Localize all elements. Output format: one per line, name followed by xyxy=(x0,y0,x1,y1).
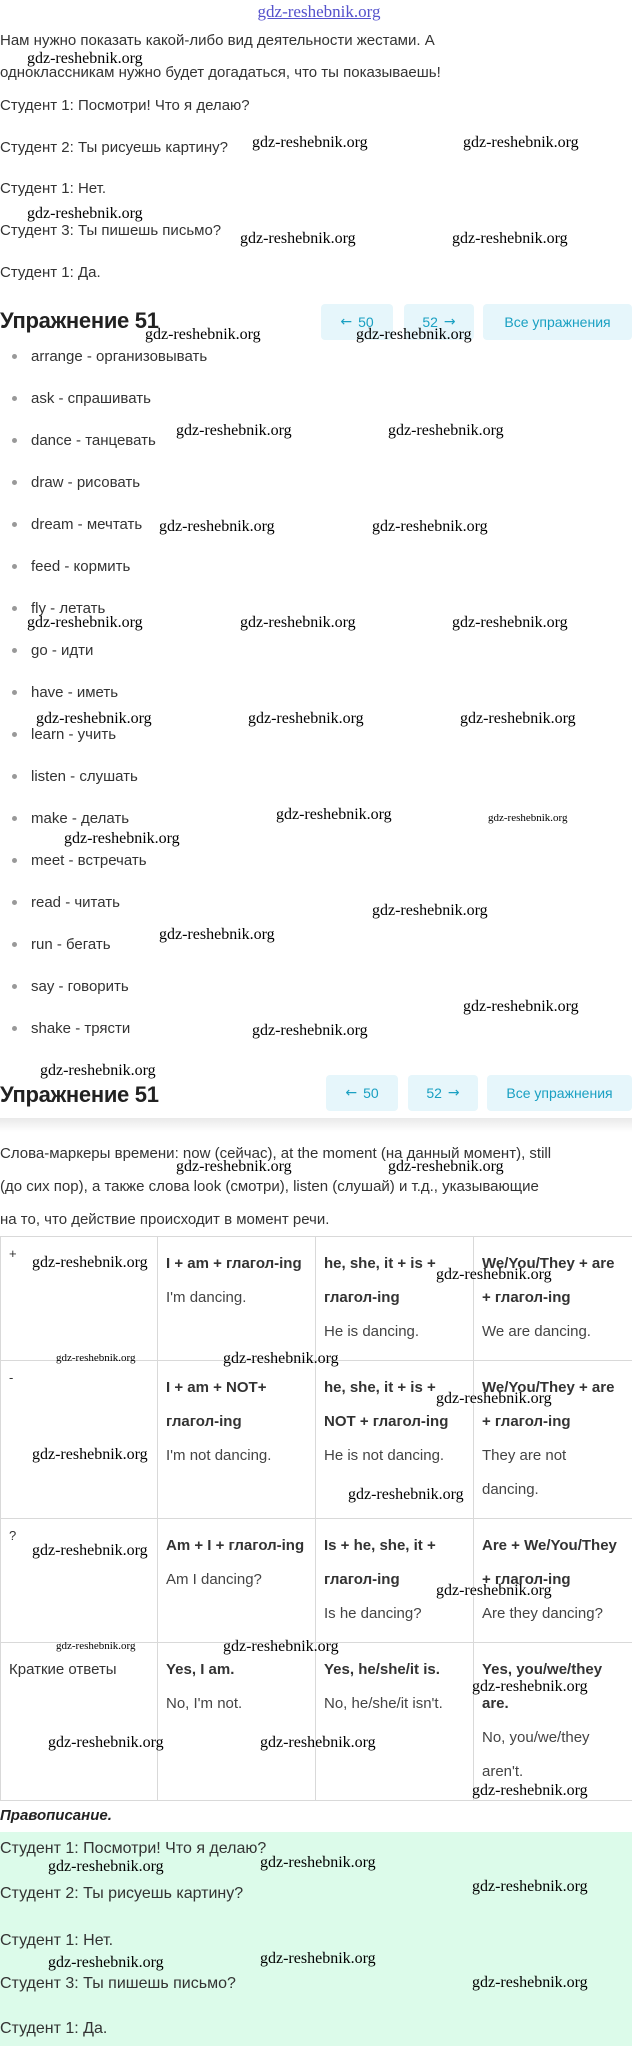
next-exercise-label: 52 xyxy=(426,1085,442,1101)
grammar-table xyxy=(0,1236,632,1801)
watermark: gdz-reshebnik.org xyxy=(223,1638,339,1655)
example: I'm dancing. xyxy=(166,1289,247,1306)
watermark: gdz-reshebnik.org xyxy=(27,50,143,67)
watermark: gdz-reshebnik.org xyxy=(27,205,143,222)
watermark: gdz-reshebnik.org xyxy=(436,1266,552,1283)
formula: Yes, he/she/it is. xyxy=(324,1661,440,1678)
watermark: gdz-reshebnik.org xyxy=(32,1446,148,1463)
watermark: gdz-reshebnik.org xyxy=(56,1640,136,1652)
vocab-item xyxy=(12,892,120,912)
task-text-line-1: Нам нужно показать какой-либо вид деятельности жестами. А xyxy=(0,32,435,49)
vocab-item xyxy=(12,598,105,618)
vocab-item xyxy=(12,808,129,828)
example: Am I dancing? xyxy=(166,1571,262,1588)
markers-text-line-3: на то, что действие происходит в момент речи. xyxy=(0,1211,330,1228)
example: He is not dancing. xyxy=(324,1447,445,1464)
row-sign: Краткие ответы xyxy=(1,1643,158,1801)
vocab-item xyxy=(12,388,151,408)
site-title-link[interactable]: gdz-reshebnik.org xyxy=(257,2,381,21)
dialog-line: Студент 1: Нет. xyxy=(0,180,107,197)
bullet xyxy=(12,816,17,821)
example: They are not dancing. xyxy=(482,1447,567,1498)
vocab-text: dream - мечтать xyxy=(31,515,143,533)
table-cell xyxy=(158,1519,316,1643)
bullet xyxy=(12,606,17,611)
vocab-text: go - идти xyxy=(31,641,94,659)
formula: I + am + NOT+ глагол-ing xyxy=(166,1379,267,1430)
vocab-text: arrange - организовывать xyxy=(31,347,208,365)
vocab-item xyxy=(12,766,138,786)
row-sign: ? xyxy=(1,1519,158,1643)
arrow-left-icon: ← xyxy=(340,314,353,330)
watermark: gdz-reshebnik.org xyxy=(64,830,180,847)
section-divider xyxy=(0,1118,632,1132)
vocab-item xyxy=(12,472,140,492)
vocab-item xyxy=(12,346,207,366)
next-exercise-label: 52 xyxy=(422,314,438,330)
dialog-line: Студент 1: Посмотри! Что я делаю? xyxy=(0,97,250,114)
table-row xyxy=(1,1237,632,1361)
arrow-right-icon: → xyxy=(447,1085,460,1101)
watermark: gdz-reshebnik.org xyxy=(472,1878,588,1895)
watermark: gdz-reshebnik.org xyxy=(176,422,292,439)
watermark: gdz-reshebnik.org xyxy=(159,518,275,535)
example: We are dancing. xyxy=(482,1323,591,1340)
prev-exercise-button[interactable] xyxy=(321,304,393,340)
watermark: gdz-reshebnik.org xyxy=(463,998,579,1015)
watermark: gdz-reshebnik.org xyxy=(348,1486,464,1503)
watermark: gdz-reshebnik.org xyxy=(40,1062,156,1079)
formula: Yes, I am. xyxy=(166,1661,235,1678)
vocab-item xyxy=(12,976,129,996)
vocab-item xyxy=(12,724,116,744)
example: Are they dancing? xyxy=(482,1605,603,1622)
watermark: gdz-reshebnik.org xyxy=(32,1542,148,1559)
formula: Is + he, she, it + глагол-ing xyxy=(324,1537,436,1588)
watermark: gdz-reshebnik.org xyxy=(240,614,356,631)
watermark: gdz-reshebnik.org xyxy=(372,902,488,919)
dialog-line: Студент 1: Нет. xyxy=(0,1932,114,1949)
task-text-line-2: одноклассникам нужно будет догадаться, что ты показываешь! xyxy=(0,64,441,81)
watermark: gdz-reshebnik.org xyxy=(145,326,261,343)
watermark: gdz-reshebnik.org xyxy=(452,230,568,247)
bullet xyxy=(12,900,17,905)
example: No, I'm not. xyxy=(166,1695,243,1712)
bullet xyxy=(12,942,17,947)
formula: Yes, you/we/they are. xyxy=(482,1661,603,1712)
formula: he, she, it + is + NOT + глагол-ing xyxy=(324,1379,449,1430)
vocab-text: say - говорить xyxy=(31,977,129,995)
vocab-text: read - читать xyxy=(31,893,120,911)
bullet xyxy=(12,858,17,863)
example: He is dancing. xyxy=(324,1323,420,1340)
watermark: gdz-reshebnik.org xyxy=(463,134,579,151)
vocab-text: meet - встречать xyxy=(31,851,147,869)
vocab-text: make - делать xyxy=(31,809,130,827)
watermark: gdz-reshebnik.org xyxy=(27,614,143,631)
vocab-item xyxy=(12,430,156,450)
watermark: gdz-reshebnik.org xyxy=(240,230,356,247)
table-cell xyxy=(474,1643,632,1801)
bullet xyxy=(12,438,17,443)
vocab-text: fly - летать xyxy=(31,599,106,617)
formula: We/You/They + are + глагол-ing xyxy=(482,1255,615,1306)
watermark: gdz-reshebnik.org xyxy=(32,1254,148,1271)
formula: I + am + глагол-ing xyxy=(166,1255,302,1272)
bullet xyxy=(12,648,17,653)
vocab-text: feed - кормить xyxy=(31,557,131,575)
table-cell xyxy=(474,1519,632,1643)
watermark: gdz-reshebnik.org xyxy=(356,326,472,343)
table-cell xyxy=(316,1237,474,1361)
exercise-title: Упражнение 51 xyxy=(0,1082,159,1107)
watermark: gdz-reshebnik.org xyxy=(260,1950,376,1967)
watermark: gdz-reshebnik.org xyxy=(472,1782,588,1799)
dialog-line: Студент 1: Посмотри! Что я делаю? xyxy=(0,1840,267,1857)
all-exercises-button[interactable] xyxy=(487,1075,632,1111)
dialog-line: Студент 2: Ты рисуешь картину? xyxy=(0,1885,244,1902)
example: Is he dancing? xyxy=(324,1605,422,1622)
table-cell xyxy=(474,1237,632,1361)
bullet xyxy=(12,774,17,779)
formula: he, she, it + is + глагол-ing xyxy=(324,1255,436,1306)
all-exercises-label: Все упражнения xyxy=(504,314,611,330)
bullet xyxy=(12,564,17,569)
example: I'm not dancing. xyxy=(166,1447,272,1464)
watermark: gdz-reshebnik.org xyxy=(36,710,152,727)
all-exercises-button[interactable] xyxy=(483,304,632,340)
watermark: gdz-reshebnik.org xyxy=(472,1678,588,1695)
vocab-item xyxy=(12,934,111,954)
table-cell xyxy=(158,1361,316,1519)
formula: We/You/They + are + глагол-ing xyxy=(482,1379,615,1430)
vocab-text: ask - спрашивать xyxy=(31,389,151,407)
vocab-item xyxy=(12,514,142,534)
next-exercise-button[interactable] xyxy=(408,1075,478,1111)
next-exercise-button[interactable] xyxy=(404,304,474,340)
watermark: gdz-reshebnik.org xyxy=(488,812,568,824)
vocab-text: listen - слушать xyxy=(31,767,138,785)
watermark: gdz-reshebnik.org xyxy=(452,614,568,631)
watermark: gdz-reshebnik.org xyxy=(56,1352,136,1364)
dialog-line: Студент 1: Да. xyxy=(0,2020,108,2037)
bullet xyxy=(12,984,17,989)
bullet xyxy=(12,396,17,401)
vocab-text: dance - танцевать xyxy=(31,431,156,449)
watermark: gdz-reshebnik.org xyxy=(252,134,368,151)
watermark: gdz-reshebnik.org xyxy=(260,1734,376,1751)
watermark: gdz-reshebnik.org xyxy=(388,1158,504,1175)
table-cell xyxy=(316,1519,474,1643)
watermark: gdz-reshebnik.org xyxy=(260,1854,376,1871)
watermark: gdz-reshebnik.org xyxy=(388,422,504,439)
watermark: gdz-reshebnik.org xyxy=(252,1022,368,1039)
all-exercises-label: Все упражнения xyxy=(506,1085,613,1101)
formula: Are + We/You/They + глагол-ing xyxy=(482,1537,617,1588)
watermark: gdz-reshebnik.org xyxy=(372,518,488,535)
dialog-line: Студент 1: Да. xyxy=(0,264,101,281)
markers-text-line-2: (до сих пор), а также слова look (смотри), listen (слушай) и т.д., указывающие xyxy=(0,1178,539,1195)
watermark: gdz-reshebnik.org xyxy=(460,710,576,727)
watermark: gdz-reshebnik.org xyxy=(248,710,364,727)
watermark: gdz-reshebnik.org xyxy=(436,1390,552,1407)
watermark: gdz-reshebnik.org xyxy=(436,1582,552,1599)
dialog-line: Студент 3: Ты пишешь письмо? xyxy=(0,222,222,239)
vocab-item xyxy=(12,640,93,660)
table-cell xyxy=(474,1361,632,1519)
watermark: gdz-reshebnik.org xyxy=(276,806,392,823)
watermark: gdz-reshebnik.org xyxy=(472,1974,588,1991)
markers-text-line-1: Слова-маркеры времени: now (сейчас), at the moment (на данный момент), still xyxy=(0,1145,552,1162)
formula: Am + I + глагол-ing xyxy=(166,1537,305,1554)
bullet xyxy=(12,732,17,737)
vocab-text: shake - трясти xyxy=(31,1019,131,1037)
arrow-right-icon: → xyxy=(443,314,456,330)
prev-exercise-button[interactable] xyxy=(326,1075,398,1111)
vocab-item xyxy=(12,682,118,702)
vocab-item xyxy=(12,556,130,576)
arrow-left-icon: ← xyxy=(345,1085,358,1101)
bullet xyxy=(12,522,17,527)
vocab-item xyxy=(12,1018,130,1038)
row-sign: - xyxy=(1,1361,158,1519)
watermark: gdz-reshebnik.org xyxy=(176,1158,292,1175)
vocab-text: draw - рисовать xyxy=(31,473,141,491)
prev-exercise-label: 50 xyxy=(363,1085,379,1101)
table-cell xyxy=(158,1237,316,1361)
table-row xyxy=(1,1361,632,1519)
vocab-item xyxy=(12,850,147,870)
prev-exercise-label: 50 xyxy=(358,314,374,330)
table-cell xyxy=(316,1643,474,1801)
example: No, you/we/they aren't. xyxy=(482,1729,590,1780)
watermark: gdz-reshebnik.org xyxy=(48,1954,164,1971)
bullet xyxy=(12,480,17,485)
bullet xyxy=(12,1026,17,1031)
spelling-label: Правописание. xyxy=(0,1807,112,1824)
watermark: gdz-reshebnik.org xyxy=(48,1734,164,1751)
bullet xyxy=(12,354,17,359)
row-sign: + xyxy=(1,1237,158,1361)
watermark: gdz-reshebnik.org xyxy=(48,1858,164,1875)
watermark: gdz-reshebnik.org xyxy=(223,1350,339,1367)
vocab-text: learn - учить xyxy=(31,725,117,743)
table-cell xyxy=(316,1361,474,1519)
example: No, he/she/it isn't. xyxy=(324,1695,443,1712)
watermark: gdz-reshebnik.org xyxy=(159,926,275,943)
bullet xyxy=(12,690,17,695)
vocab-text: run - бегать xyxy=(31,935,111,953)
exercise-title: Упражнение 51 xyxy=(0,308,159,333)
vocab-text: have - иметь xyxy=(31,683,119,701)
table-row xyxy=(1,1643,632,1801)
table-row xyxy=(1,1519,632,1643)
dialog-line: Студент 3: Ты пишешь письмо? xyxy=(0,1975,236,1992)
dialog-line: Студент 2: Ты рисуешь картину? xyxy=(0,139,228,156)
table-cell xyxy=(158,1643,316,1801)
